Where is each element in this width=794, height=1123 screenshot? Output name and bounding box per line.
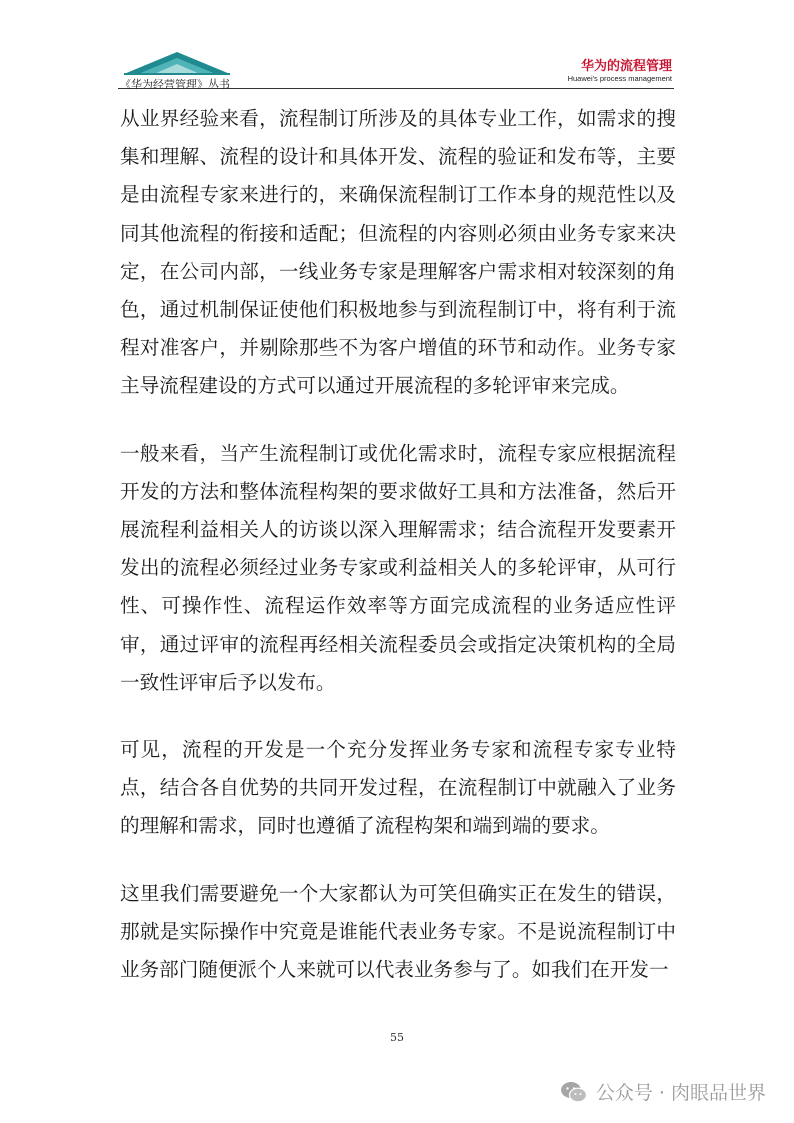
paragraph-1: 从业界经验来看，流程制订所涉及的具体专业工作，如需求的搜集和理解、流程的设计和具体开发、流程的验证和发布等，主要是由流程专家来进行的，来确保流程制订工作本身的规范性以及同其他流程的衔接和适配；但流程的内容则必须由业务专家来决定，在公司内部，一线业务专家是理解客户需求相对较深刻的角色，通过机制保证使他们积极地参与到流程制订中，将有利于流程对准客户，并剔除那些不为客户增值的环节和动作。业务专家主导流程建设的方式可以通过开展流程的多轮评审来完成。 bbox=[120, 107, 676, 398]
watermark bbox=[560, 1078, 766, 1105]
paragraph-2: 一般来看，当产生流程制订或优化需求时，流程专家应根据流程开发的方法和整体流程构架的要求做好工具和方法准备，然后开展流程利益相关人的访谈以深入理解需求；结合流程开发要素开发出的流程必须经过业务专家或利益相关人的多轮评审，从可行性、可操作性、流程运作效率等方面完成流程的业务适应性评审，通过评审的流程再经相关流程委员会或指定决策机构的全局一致性评审后予以发布。 bbox=[120, 441, 676, 694]
series-title: 《华为经营管理》丛书 bbox=[120, 78, 230, 91]
brand-title-cn: 华为的流程管理 bbox=[580, 59, 672, 74]
watermark-text: 公众号 · 肉眼品世界 bbox=[595, 1082, 766, 1104]
paragraph-4: 这里我们需要避免一个大家都认为可笑但确实正在发生的错误，那就是实际操作中究竟是谁能代表业务专家。不是说流程制订中业务部门随便派个人来就可以代表业务参与了。如我们在开发一 bbox=[120, 881, 676, 982]
header-rule bbox=[118, 88, 674, 89]
series-logo-icon bbox=[118, 48, 236, 76]
paragraph-3: 可见，流程的开发是一个充分发挥业务专家和流程专家专业特点，结合各自优势的共同开发过程，在流程制订中就融入了业务的理解和需求，同时也遵循了流程构架和端到端的要求。 bbox=[120, 738, 676, 838]
book-brand bbox=[568, 59, 672, 84]
body-text bbox=[120, 100, 676, 1018]
page-header bbox=[0, 0, 794, 100]
wechat-icon bbox=[560, 1081, 588, 1103]
brand-title-en: Huawei's process management bbox=[567, 74, 672, 83]
page-number: 55 bbox=[390, 1031, 404, 1044]
